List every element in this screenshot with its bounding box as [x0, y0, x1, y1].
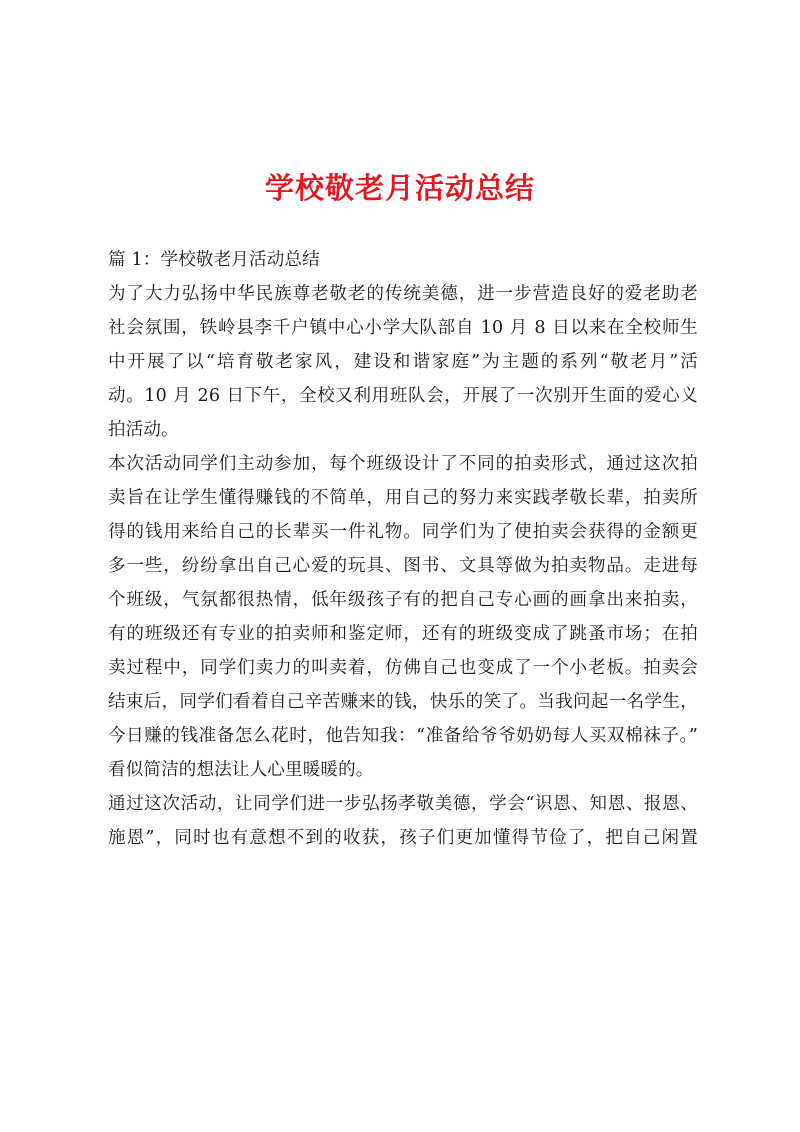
- text-line: 社会氛围，铁岭县李千户镇中心小学大队部自 10 月 8 日以来在全校师生: [108, 318, 698, 338]
- text-line: 本次活动同学们主动参加，每个班级设计了不同的拍卖形式，通过这次拍: [108, 454, 698, 474]
- text-line: 今日赚的钱准备怎么花时，他告知我：“准备给爷爷奶奶每人买双棉袜子。”: [108, 726, 698, 746]
- text-line: 动。10 月 26 日下午，全校又利用班队会，开展了一次别开生面的爱心义: [108, 386, 698, 406]
- text-line: 卖过程中，同学们卖力的叫卖着，仿佛自己也变成了一个小老板。拍卖会: [108, 658, 698, 678]
- text-line: 结束后，同学们看着自己辛苦赚来的钱，快乐的笑了。当我问起一名学生，: [108, 692, 698, 712]
- text-line: 拍活动。: [108, 420, 179, 440]
- text-line: 有的班级还有专业的拍卖师和鉴定师，还有的班级变成了跳蚤市场；在拍: [108, 624, 698, 644]
- text-line: 篇 1：学校敬老月活动总结: [108, 250, 320, 270]
- text-line: 个班级，气氛都很热情，低年级孩子有的把自己专心画的画拿出来拍卖，: [108, 590, 698, 610]
- text-line: 施恩”，同时也有意想不到的收获，孩子们更加懂得节俭了，把自己闲置: [108, 828, 698, 848]
- text-line: 多一些，纷纷拿出自己心爱的玩具、图书、文具等做为拍卖物品。走进每: [108, 556, 698, 576]
- text-line: 卖旨在让学生懂得赚钱的不简单，用自己的努力来实践孝敬长辈，拍卖所: [108, 488, 698, 508]
- document-body: [108, 243, 698, 855]
- text-line: 中开展了以“培育敬老家风，建设和谐家庭”为主题的系列“敬老月”活: [108, 352, 698, 372]
- document-title: 学校敬老月活动总结: [264, 171, 535, 205]
- text-line: 通过这次活动，让同学们进一步弘扬孝敬美德，学会“识恩、知恩、报恩、: [108, 794, 698, 814]
- text-line: 看似简洁的想法让人心里暖暖的。: [108, 760, 374, 780]
- text-line: 为了大力弘扬中华民族尊老敬老的传统美德，进一步营造良好的爱老助老: [108, 284, 698, 304]
- text-line: 得的钱用来给自己的长辈买一件礼物。同学们为了使拍卖会获得的金额更: [108, 522, 698, 542]
